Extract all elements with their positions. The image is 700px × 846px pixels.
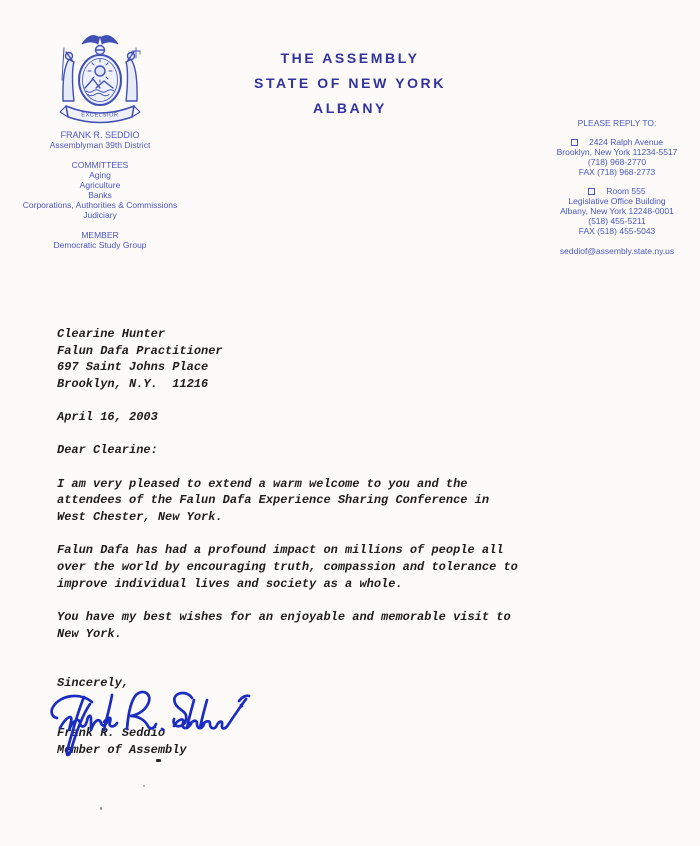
letter-line: April 16, 2003 — [57, 410, 158, 425]
committee-item: Corporations, Authorities & Commissions — [22, 200, 178, 210]
office-fax: FAX (518) 455-5043 — [578, 226, 656, 236]
letter-line: You have my best wishes for an enjoyable and memorable visit to — [57, 609, 511, 624]
letter-line: Falun Dafa has had a profound impact on millions of people all — [57, 543, 504, 558]
office-address-line: 2424 Ralph Avenue — [588, 137, 664, 147]
membership-item: Democratic Study Group — [53, 240, 147, 250]
letter-line: improve individual lives and society as a whole. — [57, 576, 403, 591]
letter-line: New York. — [57, 626, 122, 641]
official-name: FRANK R. SEDDIO — [60, 130, 140, 140]
committees-list — [0, 170, 200, 220]
letterhead-title-line: ALBANY — [313, 100, 387, 116]
office-phone: (718) 968-2770 — [587, 157, 647, 167]
office-address-row — [538, 186, 696, 196]
reply-heading: PLEASE REPLY TO: — [577, 118, 657, 128]
office-address-line: Albany, New York 12248-0001 — [560, 206, 674, 216]
letterhead-title-line: STATE OF NEW YORK — [254, 75, 446, 91]
scan-speck — [156, 759, 161, 762]
memberships-list — [0, 240, 200, 250]
letter-line: I am very pleased to extend a warm welcome to you and the — [57, 476, 468, 491]
letter-line: over the world by encouraging truth, compassion and tolerance to — [57, 559, 518, 574]
letter-line: Dear Clearine: — [57, 443, 158, 458]
letter-line: Frank R. Seddio — [57, 726, 166, 741]
letter-line — [57, 642, 518, 659]
letter-line — [57, 526, 518, 543]
letter-line: 697 Saint Johns Place — [57, 360, 209, 375]
office-address-line: Brooklyn, New York 11234-5517 — [556, 147, 678, 157]
committee-item: Aging — [89, 170, 111, 180]
ny-state-seal — [52, 28, 148, 128]
checkbox-icon — [571, 139, 578, 146]
reply-to-block — [538, 118, 696, 256]
office-phone: (518) 455-5211 — [588, 216, 646, 226]
official-district: Assemblyman 39th District — [49, 140, 151, 150]
member-heading: MEMBER — [81, 230, 119, 240]
committee-item: Agriculture — [79, 180, 121, 190]
letter-line — [57, 592, 518, 609]
official-info-block — [0, 130, 200, 250]
scan-speck — [143, 785, 145, 787]
letter-line: Brooklyn, N.Y. 11216 — [57, 376, 209, 391]
office-address-row — [538, 137, 696, 147]
letter-line: Falun Dafa Practitioner — [57, 343, 223, 358]
letter-line: Member of Assembly — [57, 743, 187, 758]
committees-heading: COMMITTEES — [71, 160, 129, 170]
letter-line: West Chester, New York. — [57, 510, 223, 525]
committee-item: Banks — [88, 190, 112, 200]
letter-line — [57, 393, 518, 410]
handwritten-signature — [40, 688, 260, 758]
letter-line: attendees of the Falun Dafa Experience Sharing Conference in — [57, 493, 490, 508]
committee-item: Judiciary — [83, 210, 117, 220]
letter-line — [57, 659, 518, 676]
office-address-line: Legislative Office Building — [568, 196, 666, 206]
letter-line — [57, 426, 518, 443]
office-fax: FAX (718) 968-2773 — [578, 167, 656, 177]
official-email: seddiof@assembly.state.ny.us — [559, 246, 675, 256]
checkbox-icon — [588, 188, 595, 195]
seal-motto: EXCELSIOR — [81, 112, 119, 119]
office-address-line: Room 555 — [606, 186, 646, 196]
letter-line: Sincerely, — [57, 676, 130, 691]
letter-line: Clearine Hunter — [57, 327, 166, 341]
ny-coat-of-arms-icon — [52, 28, 148, 128]
letter-line — [57, 459, 518, 476]
letterhead-title-line: THE ASSEMBLY — [280, 50, 420, 66]
reply-office-brooklyn — [538, 137, 696, 177]
scan-speck — [100, 807, 102, 810]
reply-office-albany — [538, 186, 696, 236]
